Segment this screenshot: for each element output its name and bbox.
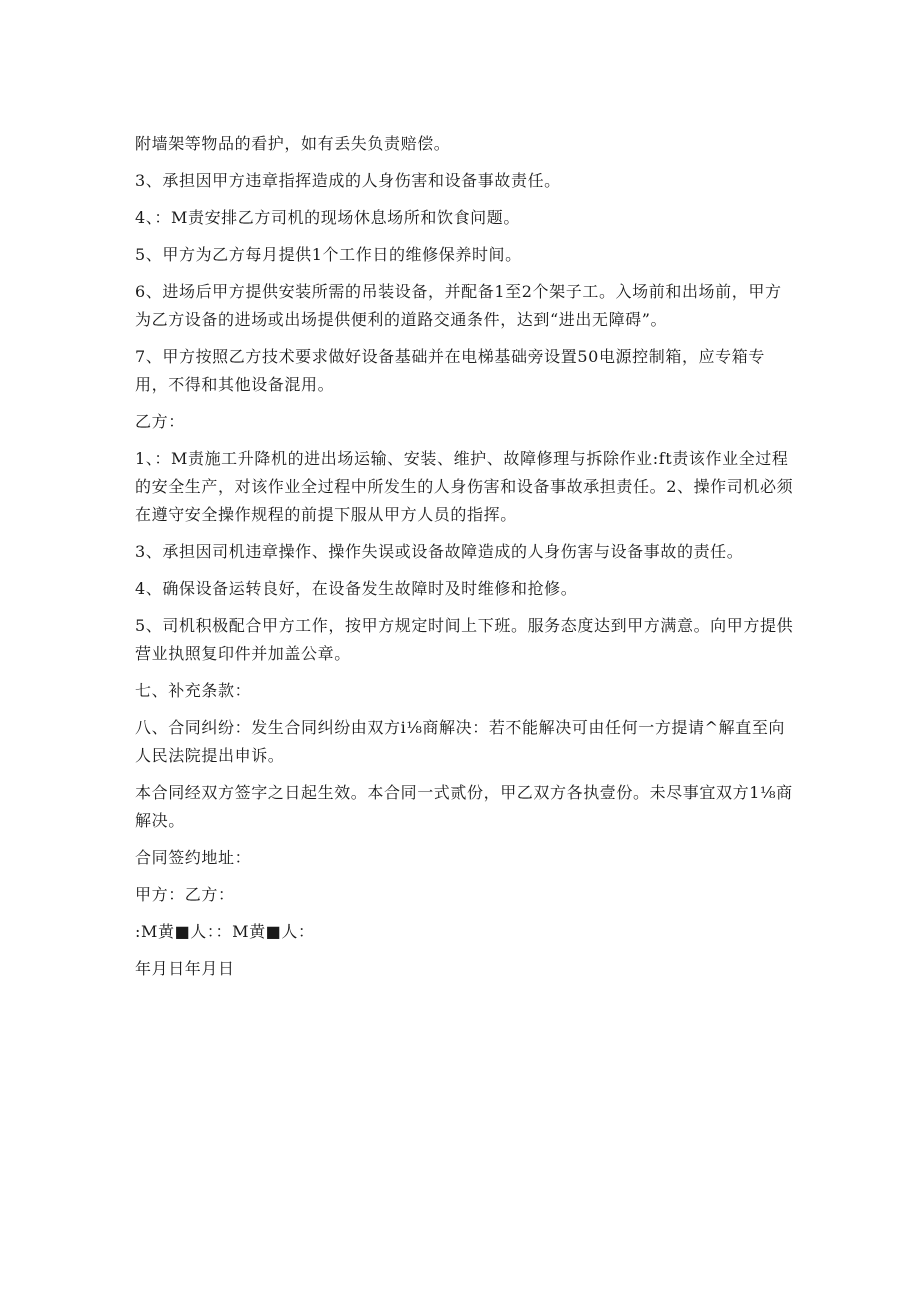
party-b-clause-1-2: 1、：M责施工升降机的进出场运输、安装、维护、故障修理与拆除作业:ft责该作业全过程的安全生产，对该作业全过程中所发生的人身伤害和设备事故承担责任。2、操作司机必须在遵守安全操作规程的前提下服从甲方人员的指挥。 <box>135 449 794 524</box>
party-a-clause-4: 4、：M责安排乙方司机的现场休息场所和饮食问题。 <box>135 208 520 227</box>
party-a-clause-5: 5、甲方为乙方每月提供1个工作日的维修保养时间。 <box>135 245 522 264</box>
section-7-supplementary-terms: 七、补充条款： <box>135 681 252 700</box>
party-b-clause-4: 4、确保设备运转良好，在设备发生故障时及时维修和抢修。 <box>135 579 578 598</box>
effectiveness-clause: 本合同经双方签字之日起生效。本合同一式贰份，甲乙双方各执壹份。未尽事宜双方1⅛商解决。 <box>135 783 793 830</box>
section-8-contract-disputes: 八、合同纠纷：发生合同纠纷由双方i⅛商解决：若不能解决可由任何一方提请^解直至向人民法院提出申诉。 <box>135 718 786 765</box>
parties-signature-line: 甲方：乙方： <box>135 885 235 904</box>
party-b-clause-5: 5、司机积极配合甲方工作，按甲方规定时间上下班。服务态度达到甲方满意。向甲方提供营业执照复印件并加盖公章。 <box>135 616 794 663</box>
party-b-clause-3: 3、承担因司机违章操作、操作失误或设备故障造成的人身伤害与设备事故的责任。 <box>135 542 744 561</box>
party-a-clause-6: 6、进场后甲方提供安装所需的吊装设备，并配备1至2个架子工。入场前和出场前，甲方为乙方设备的进场或出场提供便利的道路交通条件，达到“进出无障碍”。 <box>135 282 782 329</box>
signing-date-line: 年月日年月日 <box>135 959 235 978</box>
party-a-clause-3: 3、承担因甲方违章指挥造成的人身伤害和设备事故责任。 <box>135 171 561 190</box>
contract-text-body <box>135 130 795 992</box>
representatives-signature-line: :M黄■人：：M黄■人： <box>135 922 315 941</box>
clause-continuation-paragraph: 附墙架等物品的看护，如有丢失负责赔偿。 <box>135 134 451 153</box>
signing-address-line: 合同签约地址： <box>135 848 252 867</box>
party-b-heading: 乙方： <box>135 412 185 431</box>
party-a-clause-7: 7、甲方按照乙方技术要求做好设备基础并在电梯基础旁设置50电源控制箱，应专箱专用，不得和其他设备混用。 <box>135 347 765 394</box>
